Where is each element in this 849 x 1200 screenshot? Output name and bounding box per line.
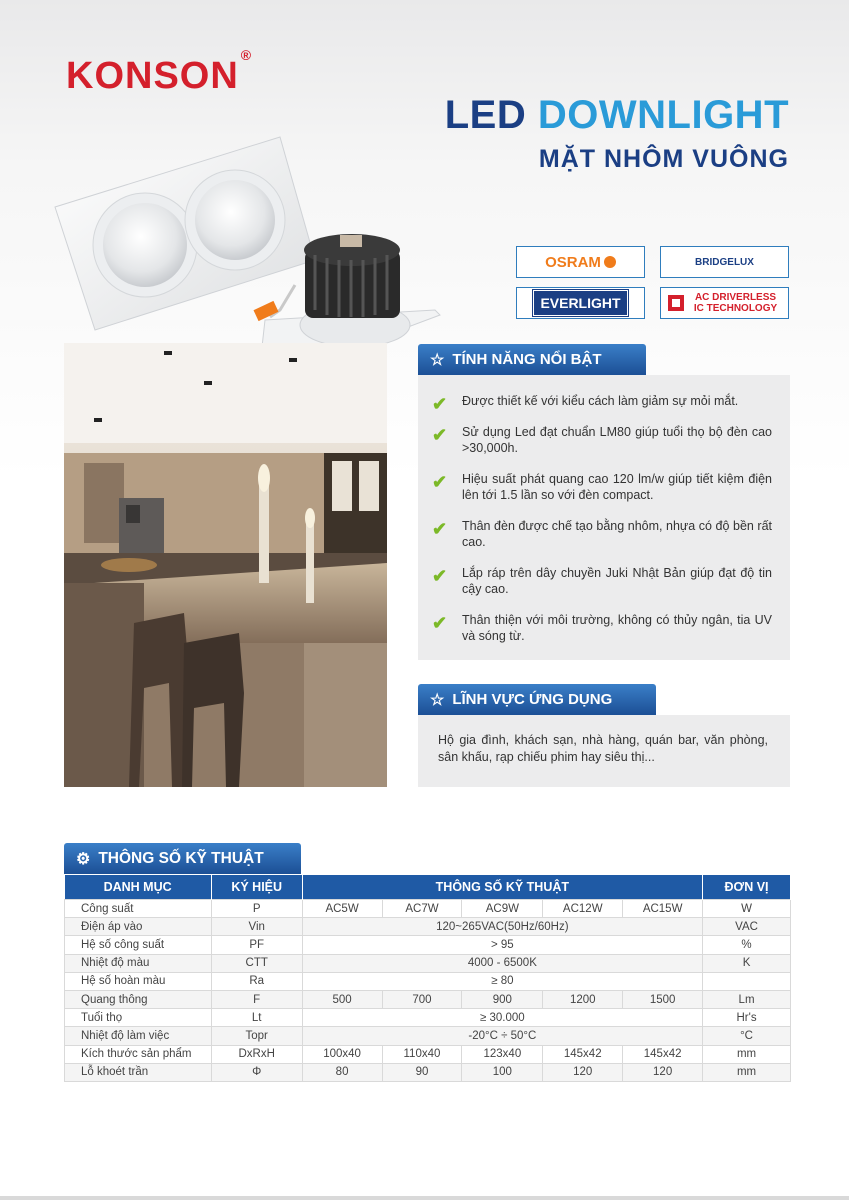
osram-badge: OSRAM — [516, 246, 645, 278]
list-item: ✔ Sử dụng Led đạt chuẩn LM80 giúp tuổi thọ bộ đèn cao >30,000h. — [432, 425, 772, 455]
bridgelux-badge: BRIDGELUX — [660, 246, 789, 278]
check-icon: ✔ — [432, 566, 448, 586]
star-icon: ☆ — [430, 351, 445, 369]
page-title — [445, 93, 789, 138]
table-row: Công suất P AC5W AC7W AC9W AC12W AC15W W — [65, 900, 791, 918]
page-subtitle: MẶT NHÔM VUÔNG — [538, 145, 789, 173]
check-icon: ✔ — [432, 519, 448, 539]
list-item: ✔ Được thiết kế với kiểu cách làm giảm sự mỏi mắt. — [432, 394, 739, 414]
table-row: Hệ số công suất PF > 95 % — [65, 936, 791, 954]
table-row: Điện áp vào Vin 120~265VAC(50Hz/60Hz) VAC — [65, 918, 791, 936]
table-row: Tuổi thọ Lt ≥ 30.000 Hr's — [65, 1009, 791, 1027]
check-icon: ✔ — [432, 472, 448, 492]
specs-heading: ⚙ THÔNG SỐ KỸ THUẬT — [64, 843, 301, 874]
table-row: Hệ số hoàn màu Ra ≥ 80 — [65, 972, 791, 990]
col-unit: ĐƠN VỊ — [703, 875, 791, 900]
table-header-row — [65, 875, 791, 900]
table-row: Nhiệt độ làm việc Topr -20°C ÷ 50°C °C — [65, 1027, 791, 1045]
title-downlight: DOWNLIGHT — [537, 93, 789, 137]
osram-bulb-icon — [604, 256, 616, 268]
check-icon: ✔ — [432, 394, 448, 414]
table-row: Kích thước sản phẩm DxRxH 100x40 110x40 123x40 145x42 145x42 mm — [65, 1045, 791, 1063]
table-row: Nhiệt độ màu CTT 4000 - 6500K K — [65, 954, 791, 972]
table-row: Lỗ khoét trần Φ 80 90 100 120 120 mm — [65, 1063, 791, 1081]
specs-table — [64, 875, 791, 1082]
features-panel — [418, 375, 790, 660]
list-item: ✔ Hiệu suất phát quang cao 120 lm/w giúp tiết kiệm điện lên tới 1.5 lần so với đèn compact. — [432, 472, 772, 502]
chip-icon — [668, 295, 684, 311]
title-led: LED — [444, 93, 527, 137]
features-heading: ☆ TÍNH NĂNG NỔI BẬT — [418, 344, 646, 375]
check-icon: ✔ — [432, 425, 448, 445]
list-item: ✔ Thân đèn được chế tạo bằng nhôm, nhựa có độ bền rất cao. — [432, 519, 772, 549]
check-icon: ✔ — [432, 613, 448, 633]
applications-text: Hộ gia đình, khách sạn, nhà hàng, quán bar, văn phòng, sân khấu, rạp chiếu phim hay siêu thị... — [438, 733, 768, 764]
list-item: ✔ Thân thiện với môi trường, không có thủy ngân, tia UV và sóng từ. — [432, 613, 772, 643]
star-icon: ☆ — [430, 691, 445, 709]
kitchen-photo — [64, 343, 387, 787]
gear-icon: ⚙ — [76, 850, 91, 868]
col-category: DANH MỤC — [65, 875, 212, 900]
applications-panel — [418, 715, 790, 787]
bottom-strip — [0, 1196, 849, 1200]
list-item: ✔ Lắp ráp trên dây chuyền Juki Nhật Bản giúp đạt độ tin cậy cao. — [432, 566, 772, 596]
everlight-badge: EVERLIGHT — [516, 287, 645, 319]
features-list — [432, 393, 772, 659]
applications-heading: ☆ LĨNH VỰC ỨNG DỤNG — [418, 684, 656, 715]
ac-driverless-badge: AC DRIVERLESS IC TECHNOLOGY — [660, 287, 789, 319]
col-values: THÔNG SỐ KỸ THUẬT — [302, 875, 702, 900]
konson-logo: KONSON ® — [66, 47, 253, 97]
col-symbol: KÝ HIỆU — [211, 875, 302, 900]
table-row: Quang thông F 500 700 900 1200 1500 Lm — [65, 990, 791, 1008]
